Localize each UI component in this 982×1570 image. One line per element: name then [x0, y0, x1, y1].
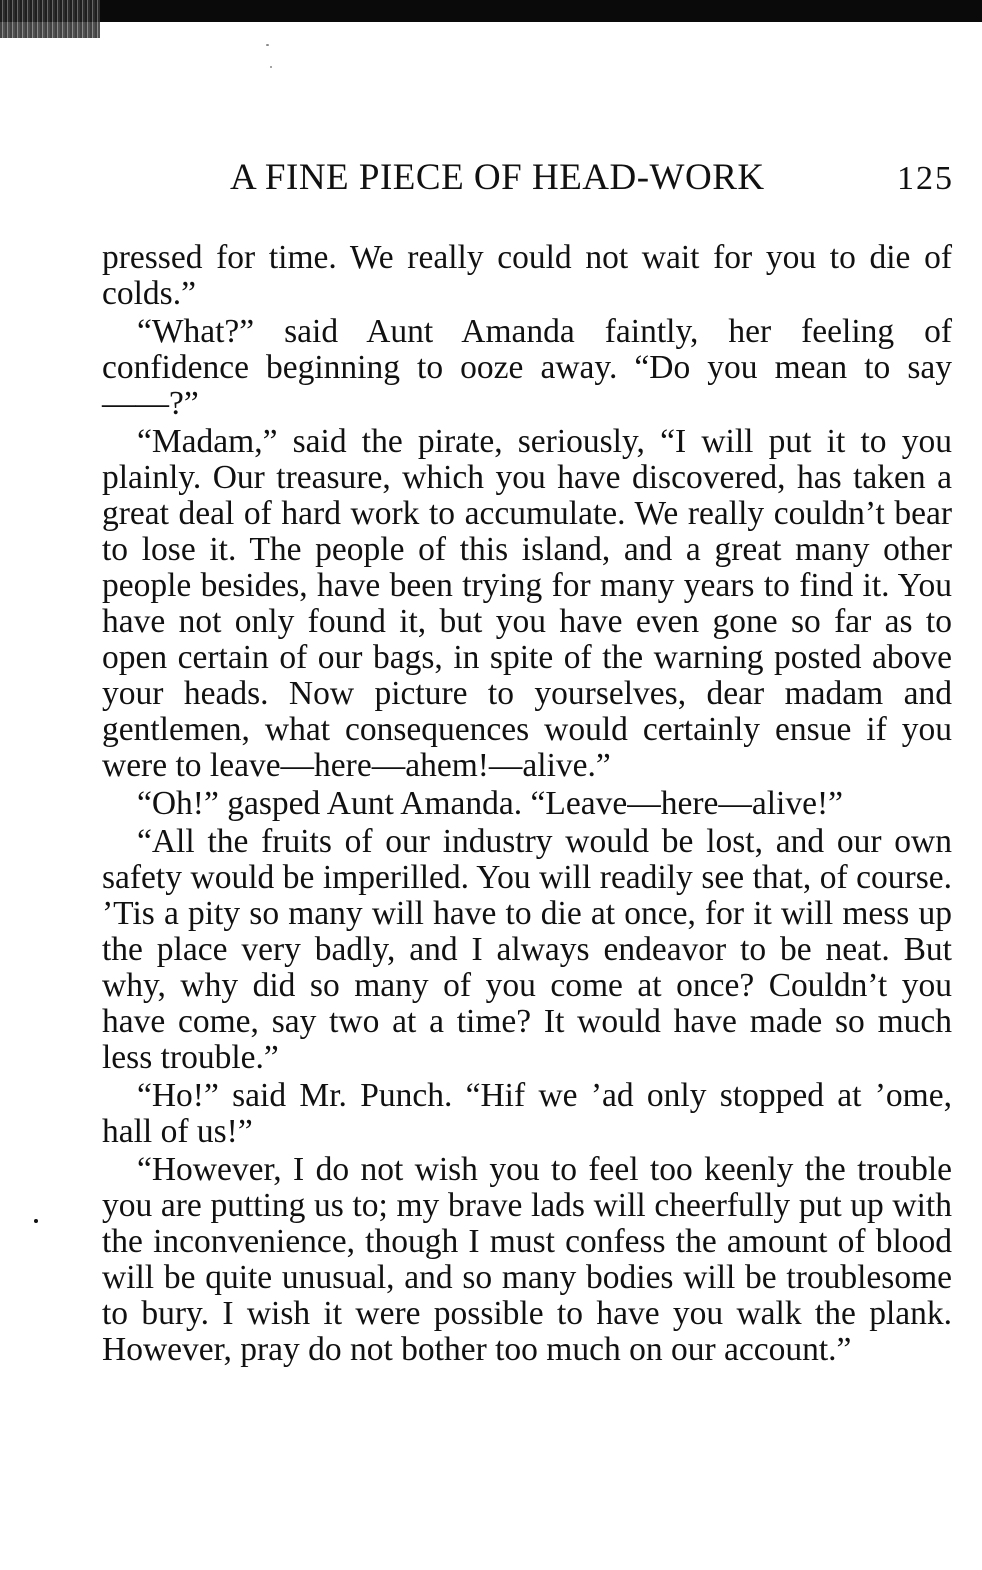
scan-speck — [270, 66, 272, 68]
scan-speck — [34, 1219, 38, 1223]
paragraph: “Oh!” gasped Aunt Amanda. “Leave—here—alive!” — [137, 785, 843, 822]
paragraph: “Madam,” said the pirate, seriously, “I will put it to you plainly. Our treasure, which you have discovered, has taken a great deal of hard work to accumulate. We really couldn’t bear to lose it. The people of this island, and a great many other people besides, have been trying for many years to find it. You have not only found it, but you have even gone so far as to open certain of our bags, in spite of the warning posted above your heads. Now picture to yourselves, dear madam and gentlemen, what consequences would certainly ensue if you were to leave—here—ahem!—alive.” — [102, 423, 952, 784]
running-header — [100, 156, 954, 200]
scan-corner-artifact — [0, 0, 100, 38]
paragraph: pressed for time. We really could not wait for you to die of colds.” — [102, 239, 952, 312]
paragraph: “All the fruits of our industry would be lost, and our own safety would be imperilled. You will readily see that, of course. ’Tis a pity so many will have to die at once, for it will mess up the place very badly, and I always endeavor to be neat. But why, why did so many of you come at once? Couldn’t you have come, say two at a time? It would have made so much less trouble.” — [102, 823, 952, 1076]
paragraph: “What?” said Aunt Amanda faintly, her feeling of confidence beginning to ooze away. “Do you mean to say——?” — [102, 313, 952, 422]
paragraph: “However, I do not wish you to feel too keenly the trouble you are putting us to; my brave lads will cheerfully put up with the inconvenience, though I must confess the amount of blood will be quite unusual, and so many bodies will be troublesome to bury. I wish it were possible to have you walk the plank. However, pray do not bother too much on our account.” — [102, 1151, 952, 1368]
paragraph: “Ho!” said Mr. Punch. “Hif we ’ad only stopped at ’ome, hall of us!” — [102, 1077, 952, 1150]
page-number: 125 — [897, 160, 954, 197]
body-text — [102, 240, 952, 1368]
running-title: A FINE PIECE OF HEAD-WORK — [230, 157, 765, 198]
scan-edge-bar — [0, 0, 982, 22]
scan-speck — [266, 44, 269, 46]
